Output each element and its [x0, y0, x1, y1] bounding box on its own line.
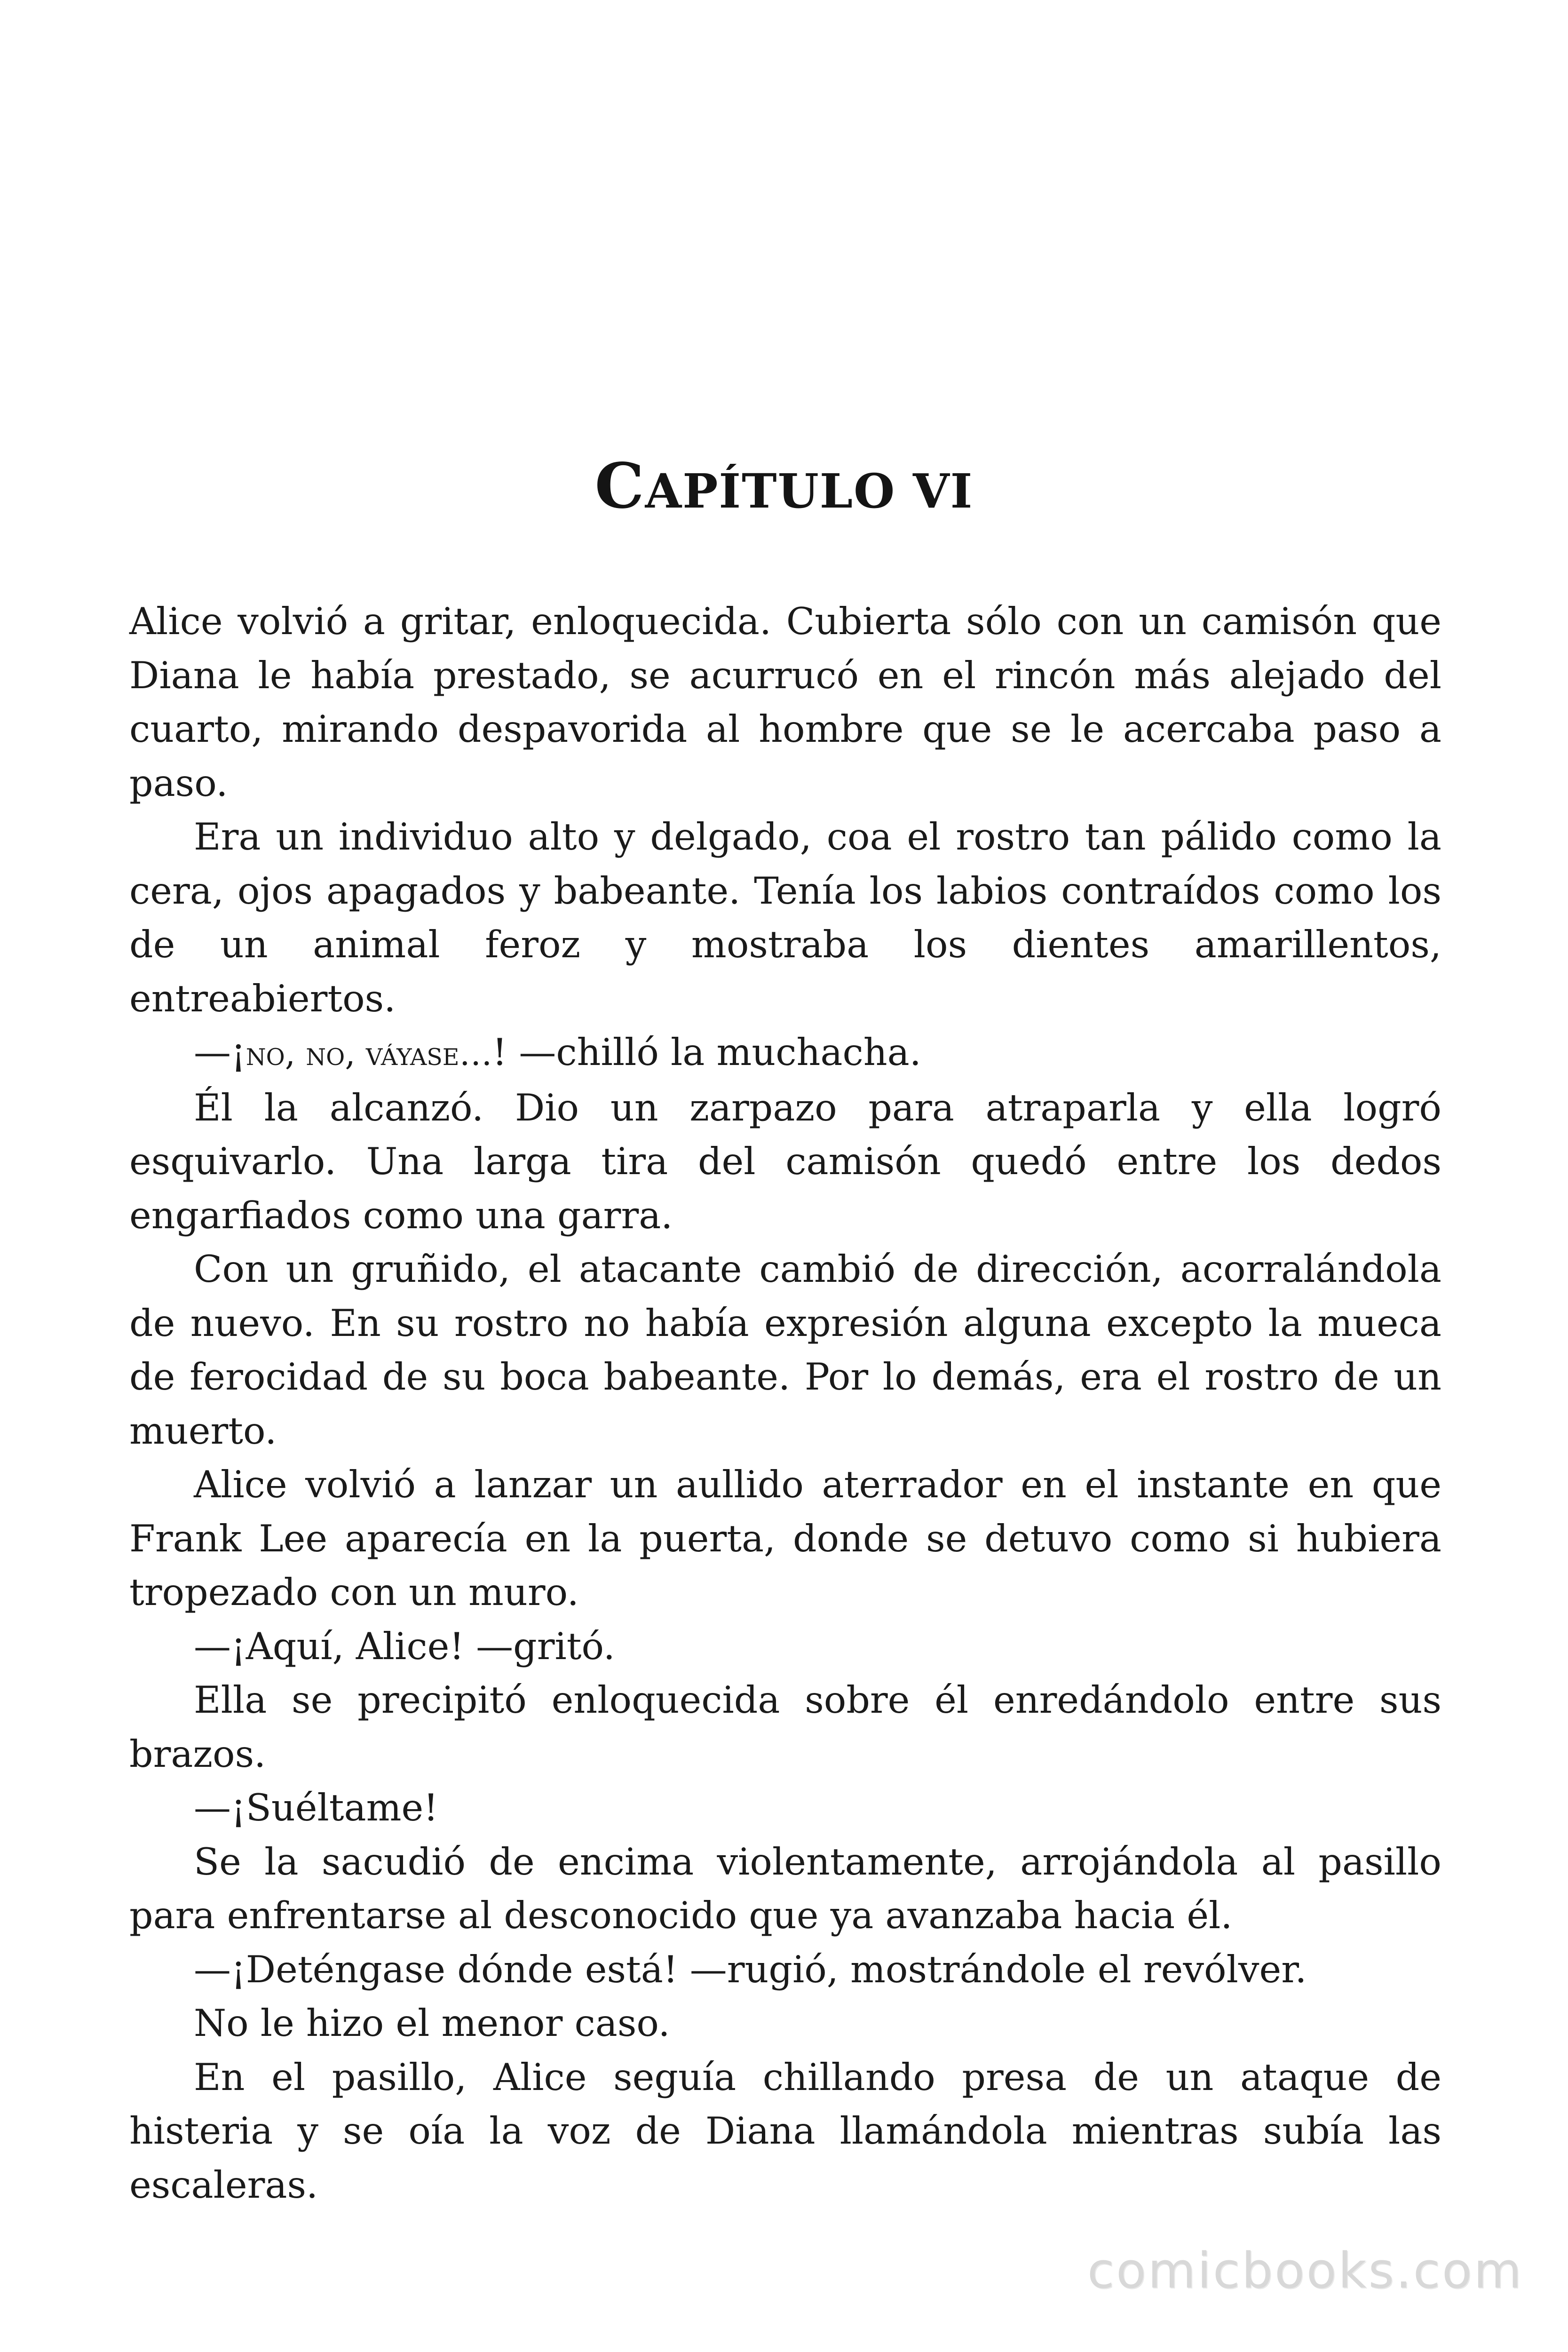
dialogue-prefix: —¡: [194, 1031, 246, 1074]
chapter-title-initial: C: [594, 450, 645, 523]
paragraph: Alice volvió a lanzar un aullido aterrador en el instante en que Frank Lee aparecía en la puerta, donde se detuvo como si hubiera tropezado con un muro.: [129, 1463, 1441, 1614]
paragraph: —¡Suéltame!: [194, 1786, 439, 1829]
paragraph: Ella se precipitó enloquecida sobre él enredándolo entre sus brazos.: [129, 1678, 1441, 1776]
paragraph-dialogue: [129, 1025, 1441, 1081]
chapter-title: [0, 449, 1568, 524]
paragraph: —¡Aquí, Alice! —gritó.: [194, 1624, 615, 1668]
chapter-body: [129, 595, 1441, 2212]
paragraph: Con un gruñido, el atacante cambió de dirección, acorralándola de nuevo. En su rostro no había expresión alguna excepto la mueca de ferocidad de su boca babeante. Por lo demás, era el rostro de un muerto.: [129, 1248, 1441, 1453]
chapter-title-rest: APÍTULO VI: [645, 463, 974, 519]
dialogue-small-caps: no, no, váyase…: [245, 1034, 492, 1073]
paragraph: En el pasillo, Alice seguía chillando presa de un ataque de histeria y se oía la voz de Diana llamándola mientras subía las escaleras.: [129, 2055, 1441, 2207]
paragraph: Alice volvió a gritar, enloquecida. Cubierta sólo con un camisón que Diana le había prestado, se acurrucó en el rincón más alejado del cuarto, mirando despavorida al hombre que se le acercaba paso a paso.: [129, 600, 1441, 805]
dialogue-suffix: ! —chilló la muchacha.: [492, 1031, 921, 1074]
paragraph: Era un individuo alto y delgado, coa el rostro tan pálido como la cera, ojos apagados y babeante. Tenía los labios contraídos como los de un animal feroz y mostraba los dientes amarillentos, entreabiertos.: [129, 815, 1441, 1020]
paragraph: Él la alcanzó. Dio un zarpazo para atraparla y ella logró esquivarlo. Una larga tira del camisón quedó entre los dedos engarfiados como una garra.: [129, 1086, 1441, 1237]
paragraph: No le hizo el menor caso.: [194, 2002, 670, 2045]
paragraph: —¡Deténgase dónde está! —rugió, mostrándole el revólver.: [194, 1947, 1307, 1991]
watermark: comicbooks.com: [1087, 2242, 1523, 2299]
paragraph: Se la sacudió de encima violentamente, arrojándola al pasillo para enfrentarse al desconocido que ya avanzaba hacia él.: [129, 1840, 1441, 1937]
